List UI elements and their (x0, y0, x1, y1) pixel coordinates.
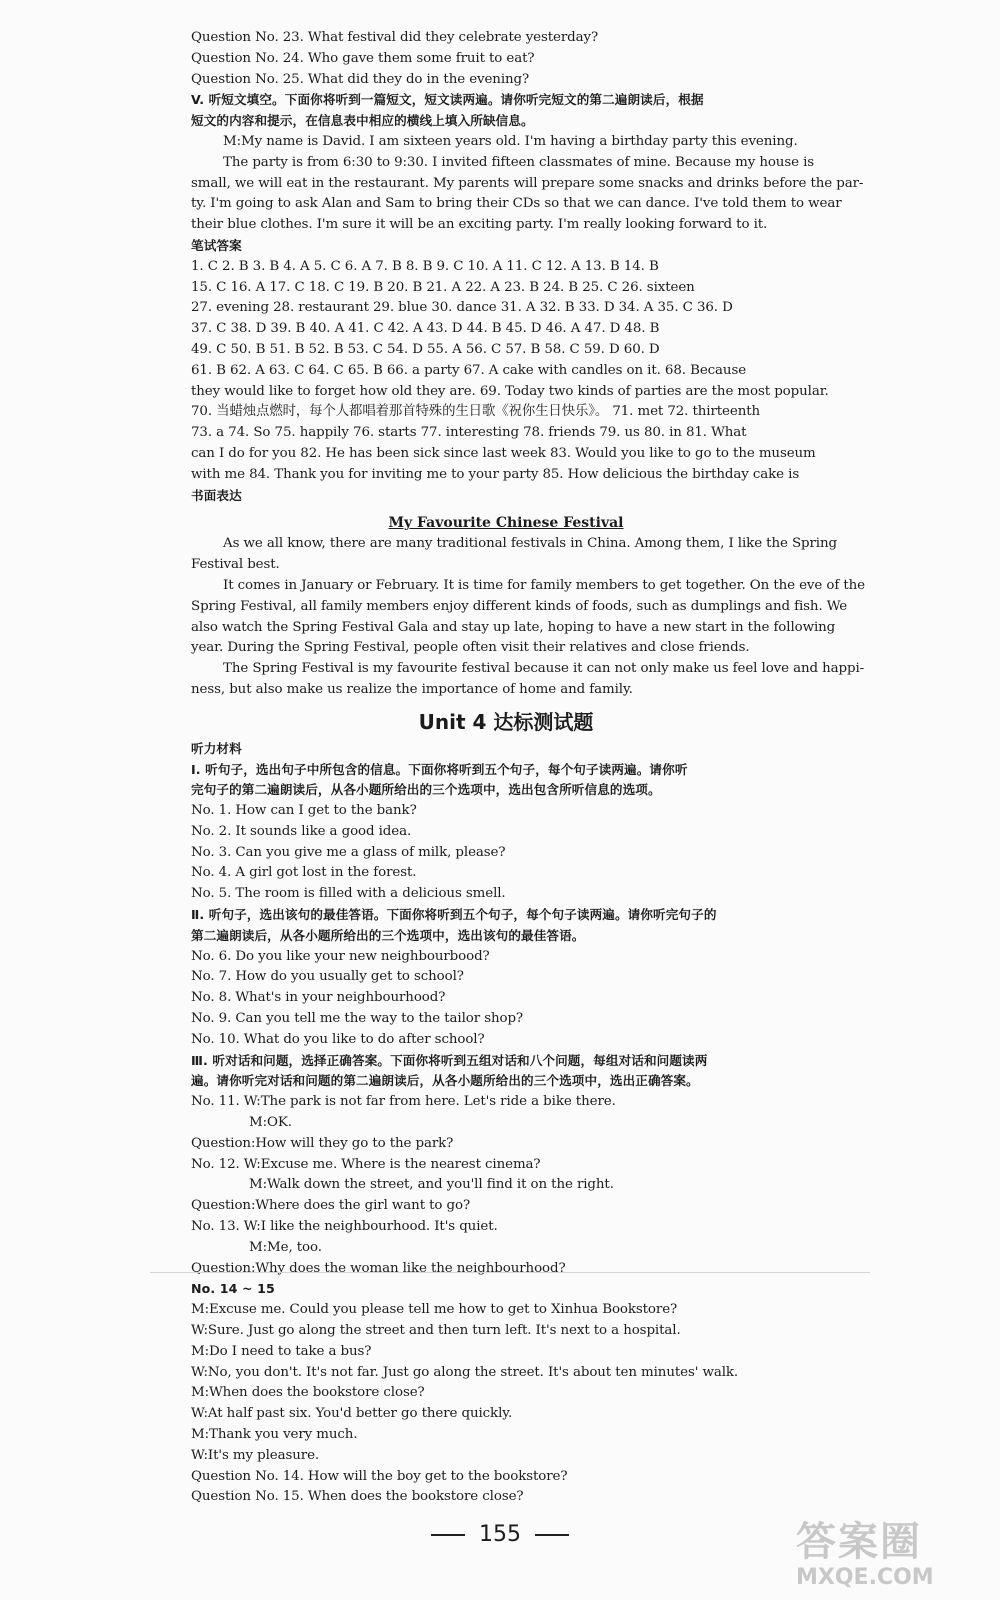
watermark-mark: 答案圈 (796, 1519, 922, 1565)
text-line: 73. a 74. So 75. happily 76. starts 77. interesting 78. friends 79. us 80. in 81. What (191, 425, 747, 441)
text-line: No. 9. Can you tell me the way to the tailor shop? (191, 1011, 524, 1027)
text-line: 27. evening 28. restaurant 29. blue 30. dance 31. A 32. B 33. D 34. A 35. C 36. D (191, 300, 733, 316)
watermark-url: MXQE.COM (796, 1565, 934, 1590)
text-line: No. 2. It sounds like a good idea. (191, 823, 412, 839)
dialogue-reply: M:OK. (249, 1115, 292, 1131)
text-line: No. 4. A girl got lost in the forest. (191, 865, 417, 881)
text-line: No. 5. The room is filled with a delicious smell. (191, 886, 506, 902)
page-dash-left (431, 1534, 465, 1536)
section-divider (150, 1272, 870, 1273)
text-line: 49. C 50. B 51. B 52. B 53. C 54. D 55. A 56. C 57. B 58. C 59. D 60. D (191, 341, 660, 357)
paragraph-start: The Spring Festival is my favourite festival because it can not only make us feel love and happi- (223, 661, 865, 677)
text-line: M:Thank you very much. (191, 1427, 358, 1442)
text-line: No. 12. W:Excuse me. Where is the nearest cinema? (191, 1156, 541, 1172)
text-line: 15. C 16. A 17. C 18. C 19. B 20. B 21. A 22. A 23. B 24. B 25. C 26. sixteen (191, 279, 695, 295)
text-line: ty. I'm going to ask Alan and Sam to bring their CDs so that we can dance. I've told them to wear (191, 196, 842, 212)
section-heading: Ⅱ. 听句子，选出该句的最佳答语。下面你将听到五个句子，每个句子读两遍。请你听完句子的 (191, 907, 717, 923)
section-heading: 书面表达 (191, 487, 242, 503)
unit-title: Unit 4 达标测试题 (418, 709, 594, 734)
paragraph-start: The party is from 6:30 to 9:30. I invited fifteen classmates of mine. Because my house is (223, 154, 815, 170)
text-line: W:At half past six. You'd better go there quickly. (191, 1406, 513, 1422)
text-line: Question No. 24. Who gave them some fruit to eat? (191, 50, 535, 66)
text-line: 1. C 2. B 3. B 4. A 5. C 6. A 7. B 8. B 9. C 10. A 11. C 12. A 13. B 14. B (191, 258, 659, 274)
section-heading: V. 听短文填空。下面你将听到一篇短文，短文读两遍。请你听完短文的第二遍朗读后，根据 (191, 92, 704, 108)
section-heading: 短文的内容和提示，在信息表中相应的横线上填入所缺信息。 (191, 113, 534, 129)
text-column (191, 28, 865, 1508)
text-line: can I do for you 82. He has been sick since last week 83. Would you like to go to the museum (191, 445, 816, 461)
text-line: No. 8. What's in your neighbourhood? (191, 990, 446, 1006)
text-line: No. 1. How can I get to the bank? (191, 803, 417, 819)
text-line: W:No, you don't. It's not far. Just go along the street. It's about ten minutes' walk. (191, 1364, 739, 1380)
section-heading: 第二遍朗读后，从各小题所给出的三个选项中，选出该句的最佳答语。 (191, 927, 585, 943)
paragraph-start: M:My name is David. I am sixteen years old. I'm having a birthday party this evening. (223, 133, 798, 149)
text-line: Question:Where does the girl want to go? (191, 1198, 471, 1214)
text-line: No. 6. Do you like your new neighbourbood? (191, 948, 490, 964)
paragraph-start: As we all know, there are many traditional festivals in China. Among them, I like the Spring (223, 536, 837, 552)
text-line: they would like to forget how old they are. 69. Today two kinds of parties are the most popular. (191, 383, 829, 399)
text-line: 61. B 62. A 63. C 64. C 65. B 66. a party 67. A cake with candles on it. 68. Because (191, 362, 747, 378)
dialogue-group-label: No. 14 ~ 15 (191, 1281, 275, 1297)
text-line: ness, but also make us realize the importance of home and family. (191, 681, 633, 697)
text-line: Spring Festival, all family members enjoy different kinds of foods, such as dumplings and fish. We (191, 598, 848, 614)
text-line: No. 7. How do you usually get to school? (191, 969, 464, 985)
dialogue-reply: M:Me, too. (249, 1239, 322, 1255)
text-line: Question:How will they go to the park? (191, 1135, 454, 1151)
text-line: 37. C 38. D 39. B 40. A 41. C 42. A 43. D 44. B 45. D 46. A 47. D 48. B (191, 321, 660, 337)
text-line: W:It's my pleasure. (191, 1447, 320, 1463)
section-heading: Ⅰ. 听句子，选出句子中所包含的信息。下面你将听到五个句子，每个句子读两遍。请你听 (191, 761, 688, 777)
text-line: Question No. 25. What did they do in the evening? (191, 71, 530, 87)
text-line: their blue clothes. I'm sure it will be an exciting party. I'm really looking forward to it. (191, 217, 768, 233)
section-heading: 完句子的第二遍朗读后，从各小题所给出的三个选项中，选出包含所听信息的选项。 (191, 782, 661, 798)
text-line: Question No. 14. How will the boy get to the bookstore? (191, 1468, 568, 1484)
text-line: No. 10. What do you like to do after school? (191, 1031, 485, 1047)
text-line: W:Sure. Just go along the street and then turn left. It's next to a hospital. (191, 1323, 681, 1339)
text-line: M:When does the bookstore close? (191, 1385, 425, 1401)
text-line: No. 11. W:The park is not far from here. Let's ride a bike there. (191, 1094, 616, 1110)
section-heading: 遍。请你听完对话和问题的第二遍朗读后，从各小题所给出的三个选项中，选出正确答案。 (191, 1073, 699, 1089)
essay-title: My Favourite Chinese Festival (388, 515, 624, 532)
section-heading: 听力材料 (191, 740, 242, 756)
section-heading: 笔试答案 (191, 237, 242, 253)
paragraph-start: It comes in January or February. It is time for family members to get together. On the eve of the (223, 577, 865, 593)
text-line: No. 13. W:I like the neighbourhood. It's quiet. (191, 1219, 498, 1235)
text-line: M:Excuse me. Could you please tell me how to get to Xinhua Bookstore? (191, 1302, 678, 1318)
text-line: No. 3. Can you give me a glass of milk, please? (191, 844, 506, 860)
dialogue-reply: M:Walk down the street, and you'll find it on the right. (249, 1177, 614, 1193)
text-line: M:Do I need to take a bus? (191, 1343, 372, 1359)
text-line: also watch the Spring Festival Gala and stay up late, hoping to have a new start in the following (191, 619, 836, 635)
text-line: year. During the Spring Festival, people often visit their relatives and close friends. (191, 640, 750, 656)
watermark-logo (796, 1510, 986, 1594)
text-line: with me 84. Thank you for inviting me to your party 85. How delicious the birthday cake is (191, 466, 800, 482)
text-line: 70. 当蜡烛点燃时，每个人都唱着那首特殊的生日歌《祝你生日快乐》。 71. met 72. thirteenth (191, 404, 761, 420)
text-line: small, we will eat in the restaurant. My parents will prepare some snacks and drinks before the par- (191, 175, 864, 191)
text-line: Question No. 15. When does the bookstore close? (191, 1489, 524, 1505)
page-number: 155 (479, 1522, 521, 1547)
text-line: Question No. 23. What festival did they celebrate yesterday? (191, 30, 599, 45)
page-dash-right (535, 1534, 569, 1536)
text-line: Question:Why does the woman like the neighbourhood? (191, 1260, 566, 1276)
section-heading: Ⅲ. 听对话和问题，选择正确答案。下面你将听到五组对话和八个问题，每组对话和问题读两 (191, 1052, 708, 1068)
text-line: Festival best. (191, 557, 280, 573)
